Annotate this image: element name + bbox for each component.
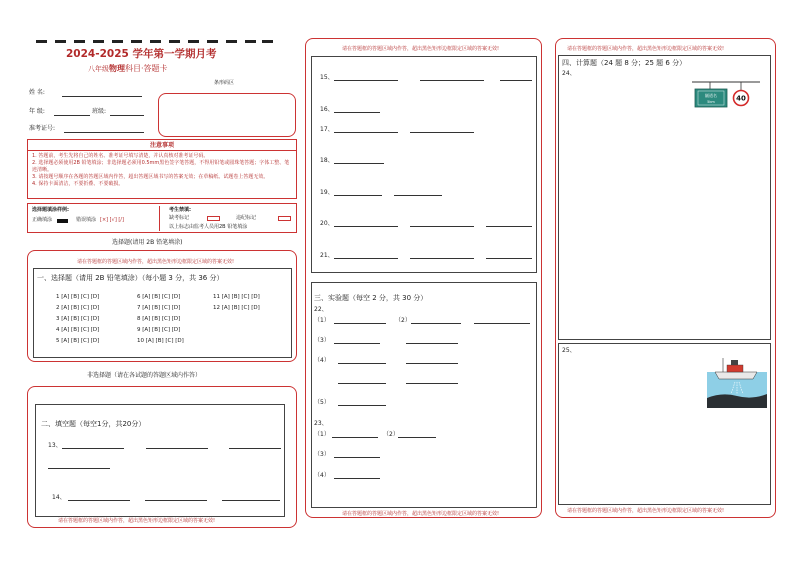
q23-part-1: （1）: [314, 431, 330, 438]
notes-item-3: 3. 请按题号顺序在各题的答题区域内作答，超出答题区域书写的答案无效；在草稿纸、试题卷上答题无效。: [32, 174, 269, 180]
fill-correct-label: 正确填涂: [32, 217, 53, 223]
mc-q10[interactable]: 10 [A] [B] [C] [D]: [137, 338, 184, 344]
q13-blank-1[interactable]: [62, 448, 124, 449]
q18-label: 18、: [320, 157, 334, 164]
q15-blank-3[interactable]: [500, 80, 532, 81]
q22-2-blank-1[interactable]: [411, 323, 461, 324]
mc-col-1: [56, 292, 126, 347]
q19-blank-2[interactable]: [394, 195, 442, 196]
q13-blank-2[interactable]: [146, 448, 208, 449]
notes-item-2: 2. 选择题必须使用2B 铅笔填涂；非选择题必须用0.5mm黑色签字笔答题，不得用铅笔或圆珠笔答题；字体工整、笔迹清晰。: [32, 160, 290, 173]
q15-blank-2[interactable]: [420, 80, 484, 81]
tunnel-sign-figure: [690, 78, 762, 112]
grade-label: 年 级:: [29, 108, 45, 115]
q17-label: 17、: [320, 126, 334, 133]
experiment-box: [311, 282, 537, 508]
barcode-label: 条形码区: [214, 80, 235, 86]
q22-part-2: （2）: [395, 317, 411, 324]
id-field[interactable]: [64, 132, 144, 133]
q20-blank-2[interactable]: [410, 226, 474, 227]
mc-title: 一、选择题（请用 2B 铅笔填涂）（每小题 3 分，共 36 分）: [37, 274, 224, 282]
proctor-note: 以上标志由监考人员用2B 铅笔填涂: [169, 224, 248, 230]
q23-label: 23、: [314, 420, 328, 427]
q22-part-1: （1）: [314, 317, 330, 324]
q21-blank-2[interactable]: [410, 258, 474, 259]
absent-label: 缺考标记: [169, 215, 190, 221]
q22-4-blank-2[interactable]: [406, 363, 458, 364]
q22-2-blank-2[interactable]: [474, 323, 530, 324]
q14-label: 14、: [52, 494, 66, 501]
nonmc-caption: 非选择题（请在各试题的答题区域内作答）: [87, 372, 202, 379]
q22-part-4: （4）: [314, 357, 330, 364]
q13-blank-3[interactable]: [229, 448, 281, 449]
q23-part-4: （4）: [314, 472, 330, 479]
q25-label: 25、: [562, 347, 576, 354]
q22-4-blank-4[interactable]: [406, 383, 458, 384]
q23-3-blank[interactable]: [334, 457, 380, 458]
mc-col-2: [137, 292, 207, 347]
barcode-area: [158, 93, 296, 137]
subtitle-rest: 科目·答题卡: [125, 64, 168, 73]
mc-q2[interactable]: 2 [A] [B] [C] [D]: [56, 305, 100, 311]
notes-title: 注意事项: [28, 140, 296, 151]
middle-upper-box: [311, 56, 537, 273]
id-label: 准考证号:: [29, 125, 56, 132]
q22-4-blank-3[interactable]: [338, 383, 386, 384]
q23-4-blank[interactable]: [334, 478, 380, 479]
q22-1-blank[interactable]: [334, 323, 386, 324]
q13-label: 13、: [48, 442, 62, 449]
mc-q7[interactable]: 7 [A] [B] [C] [D]: [137, 305, 181, 311]
fill-wrong-label: 错误填涂: [76, 217, 97, 223]
q21-label: 21、: [320, 252, 334, 259]
proctor-title: 考生禁填:: [169, 207, 191, 213]
q21-blank-3[interactable]: [486, 258, 532, 259]
mc-q3[interactable]: 3 [A] [B] [C] [D]: [56, 316, 100, 322]
q17-blank-1[interactable]: [334, 132, 398, 133]
svg-text:隧道名: 隧道名: [705, 93, 717, 98]
q13-blank-4[interactable]: [48, 468, 110, 469]
q22-3-blank-1[interactable]: [334, 343, 380, 344]
q18-blank[interactable]: [334, 163, 384, 164]
speed-limit-value: 40: [736, 94, 746, 103]
q23-part-3: （3）: [314, 451, 330, 458]
mc-col-3: [213, 292, 283, 314]
mc-q6[interactable]: 6 [A] [B] [C] [D]: [137, 294, 181, 300]
q22-label: 22、: [314, 306, 328, 313]
q22-part-3: （3）: [314, 337, 330, 344]
violate-label: 违纪标记: [236, 215, 257, 221]
mc-q11[interactable]: 11 [A] [B] [C] [D]: [213, 294, 260, 300]
class-label: 班级:: [92, 108, 107, 115]
notes-item-4: 4. 保持卡面清洁，不要折叠、不要破损。: [32, 181, 124, 187]
q16-label: 16、: [320, 106, 334, 113]
q22-3-blank-2[interactable]: [406, 343, 458, 344]
right-warning-bottom: 请在答题框的答题区域内作答，超出黑色矩形边框限定区域的答案无效!: [567, 508, 725, 514]
q23-2-blank[interactable]: [398, 437, 436, 438]
q20-label: 20、: [320, 220, 334, 227]
experiment-title: 三、实验题（每空 2 分，共 30 分）: [314, 294, 428, 302]
subtitle-grade: 八年级: [88, 65, 109, 73]
middle-warning-bottom: 请在答题框的答题区域内作答，超出黑色矩形边框限定区域的答案无效!: [342, 511, 500, 517]
grade-field[interactable]: [54, 115, 90, 116]
mc-q9[interactable]: 9 [A] [B] [C] [D]: [137, 327, 181, 333]
fill-example-title: 选择题填涂样例:: [32, 207, 70, 213]
q22-4-blank-1[interactable]: [338, 363, 386, 364]
mc-q12[interactable]: 12 [A] [B] [C] [D]: [213, 305, 260, 311]
mc-warning: 请在答题框的答题区域内作答，超出黑色矩形边框限定区域的答案无效!: [77, 259, 235, 265]
q23-1-blank[interactable]: [332, 437, 378, 438]
violate-checkbox[interactable]: [278, 216, 291, 221]
notes-box: [27, 139, 297, 199]
q22-5-blank[interactable]: [338, 405, 386, 406]
q19-blank-1[interactable]: [334, 195, 382, 196]
q14-blank-2[interactable]: [145, 500, 207, 501]
q23-part-2: （2）: [383, 431, 399, 438]
middle-warning-top: 请在答题框的答题区域内作答，超出黑色矩形边框限定区域的答案无效!: [342, 46, 500, 52]
q21-blank-1[interactable]: [334, 258, 398, 259]
mc-q5[interactable]: 5 [A] [B] [C] [D]: [56, 338, 100, 344]
q20-blank-1[interactable]: [334, 226, 398, 227]
q15-blank-1[interactable]: [334, 80, 398, 81]
notes-item-1: 1. 答题前，考生先将自己的姓名、准考证号填写清楚，并认真核对准考证号码。: [32, 153, 209, 159]
name-label: 姓 名:: [29, 89, 45, 96]
class-field[interactable]: [110, 115, 144, 116]
calc-title: 四、计算题（24 题 8 分；25 题 6 分）: [562, 59, 687, 67]
filled-bubble-icon: [57, 219, 68, 223]
fill-warning: 请在答题框的答题区域内作答，超出黑色矩形边框限定区域的答案无效!: [58, 518, 216, 524]
svg-text:5km: 5km: [707, 100, 715, 104]
q17-blank-2[interactable]: [410, 132, 474, 133]
q20-blank-3[interactable]: [486, 226, 532, 227]
mc-caption: 选择题(请用 2B 铅笔填涂): [112, 239, 183, 246]
q15-label: 15、: [320, 74, 334, 81]
absent-checkbox[interactable]: [207, 216, 220, 221]
name-field[interactable]: [62, 96, 142, 97]
q22-part-5: （5）: [314, 399, 330, 406]
fill-divider: [159, 206, 160, 231]
q14-blank-1[interactable]: [68, 500, 130, 501]
exam-title: 2024-2025 学年第一学期月考: [66, 48, 217, 60]
q19-label: 19、: [320, 189, 334, 196]
fill-example-box: [27, 203, 297, 233]
q24-label: 24、: [562, 70, 576, 77]
q16-blank[interactable]: [334, 112, 380, 113]
mc-q4[interactable]: 4 [A] [B] [C] [D]: [56, 327, 100, 333]
mc-q1[interactable]: 1 [A] [B] [C] [D]: [56, 294, 100, 300]
q14-blank-3[interactable]: [222, 500, 280, 501]
fill-wrong-marks: [×] [√] [/]: [100, 217, 124, 223]
mc-q8[interactable]: 8 [A] [B] [C] [D]: [137, 316, 181, 322]
subtitle-subject: 物理: [109, 64, 125, 73]
fill-title: 二、填空题（每空1分，共20分）: [41, 420, 146, 428]
card-subtitle: [88, 63, 168, 74]
right-warning-top: 请在答题框的答题区域内作答，超出黑色矩形边框限定区域的答案无效!: [567, 46, 725, 52]
ship-sonar-figure: [707, 352, 767, 408]
